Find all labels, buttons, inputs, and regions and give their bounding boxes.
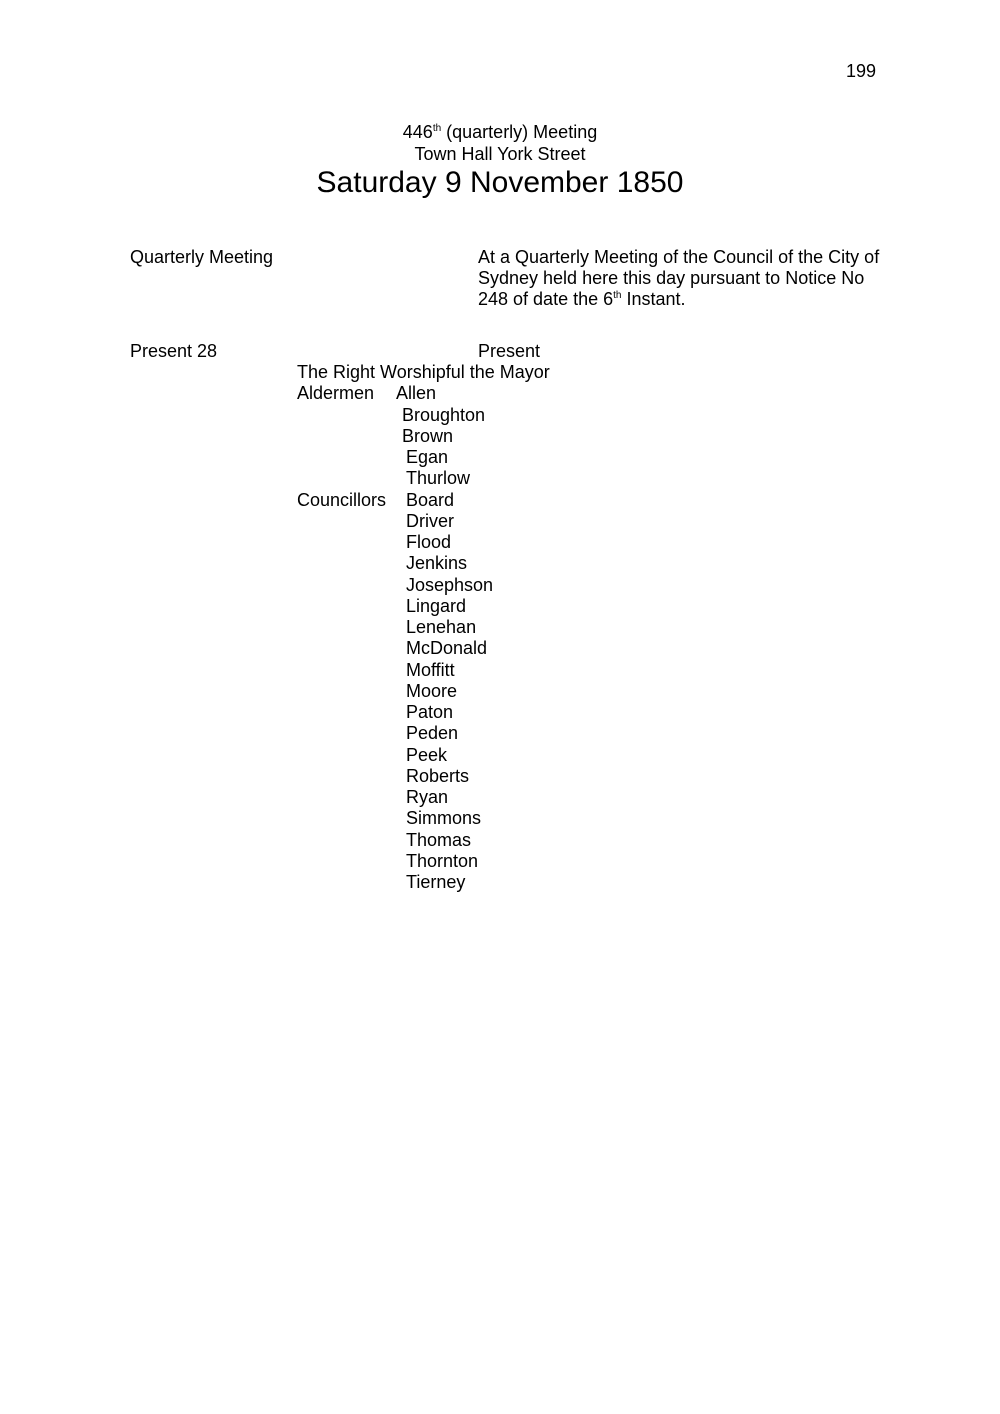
councillor-name: Peden [406,723,459,743]
margin-heading: Quarterly Meeting [130,247,274,267]
councillor-name: Board [406,490,455,510]
councillor-name: Thornton [406,851,479,871]
councillor-name: Josephson [406,575,494,595]
alderman-name: Allen [396,383,437,403]
councillor-name: Simmons [406,808,482,828]
paragraph-line-3-end: Instant. [621,289,686,309]
meeting-number-ordinal: th [432,123,442,134]
councillor-name: Driver [406,511,454,531]
page-number: 199 [846,61,877,81]
alderman-name: Egan [406,447,449,467]
meeting-place: Town Hall York Street [414,144,586,164]
meeting-date: Saturday 9 November 1850 [316,166,684,199]
councillor-name: Ryan [406,787,449,807]
councillor-name: Moore [406,681,458,701]
councillor-name: Roberts [406,766,470,786]
aldermen-label: Aldermen [297,383,375,403]
councillors-label: Councillors [297,490,387,510]
meeting-number [0,122,1000,143]
councillor-name: Jenkins [406,553,468,573]
paragraph-line-2: Sydney held here this day pursuant to Notice No [478,268,865,288]
councillor-name: Paton [406,702,454,722]
alderman-name: Broughton [402,405,486,425]
councillor-name: Tierney [406,872,466,892]
present-count-note: Present 28 [130,341,218,361]
councillor-name: Thomas [406,830,472,850]
councillor-name: Moffitt [406,660,455,680]
councillor-name: McDonald [406,638,488,658]
present-heading: Present [478,341,541,361]
councillor-name: Lingard [406,596,467,616]
meeting-type: (quarterly) Meeting [441,122,598,142]
paragraph-line-3-text: 248 of date the 6 [478,289,614,309]
alderman-name: Brown [402,426,454,446]
alderman-name: Thurlow [406,468,471,488]
councillor-name: Flood [406,532,452,552]
mayor-line: The Right Worshipful the Mayor [297,362,550,382]
paragraph-ordinal: th [613,290,622,301]
councillor-name: Peek [406,745,448,765]
paragraph-line-3 [478,289,686,310]
paragraph-line-1: At a Quarterly Meeting of the Council of the City of [478,247,880,267]
councillor-name: Lenehan [406,617,477,637]
meeting-number-value: 446 [402,122,433,142]
